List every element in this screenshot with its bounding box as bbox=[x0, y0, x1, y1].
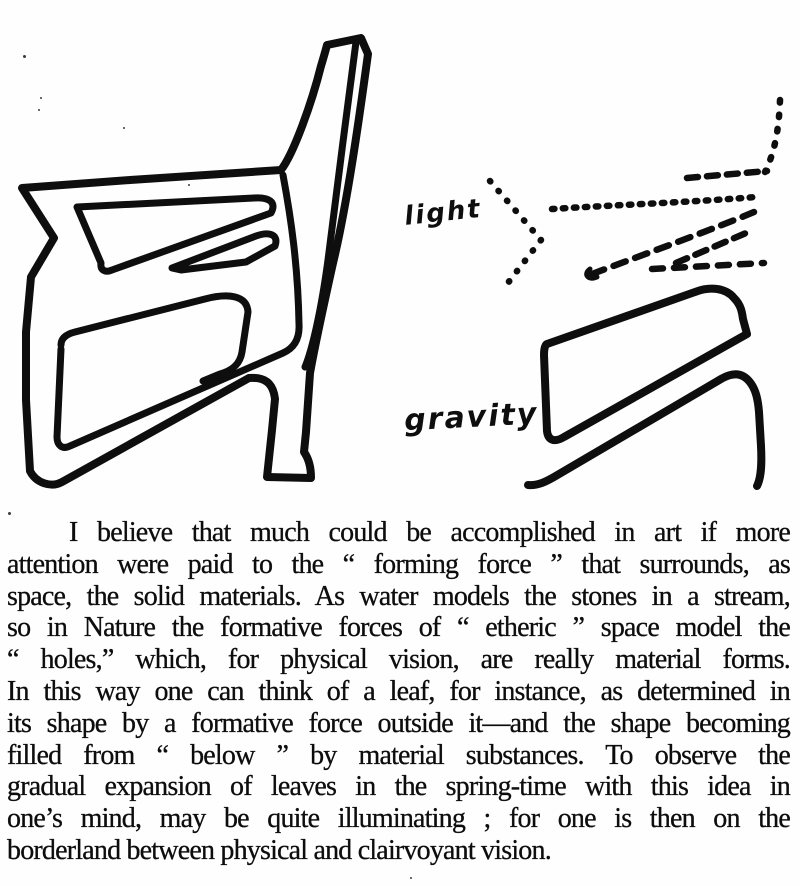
paragraph-line: “ holes,” which, for physical vision, are really material forms. bbox=[7, 644, 790, 676]
scan-speck bbox=[38, 109, 40, 111]
paragraph-line: space, the solid materials. As water models the stones in a stream, bbox=[7, 580, 790, 612]
scan-speck bbox=[410, 877, 412, 879]
paragraph-line: its shape by a formative force outside it—and the shape becoming bbox=[7, 707, 790, 739]
body-paragraph bbox=[7, 517, 790, 867]
paragraph-line: borderland between physical and clairvoyant vision. bbox=[7, 834, 551, 866]
dotted-arm-line bbox=[552, 197, 756, 209]
scan-speck bbox=[23, 55, 26, 58]
paragraph-line: one’s mind, may be quite illuminating ; for one is then on the bbox=[7, 803, 790, 835]
paragraph-line: filled from “ below ” by material substances. To observe the bbox=[7, 739, 790, 771]
dotted-backpost-curve bbox=[765, 100, 780, 172]
light-label: light bbox=[403, 193, 484, 232]
scan-speck bbox=[188, 184, 190, 186]
gravity-label: gravity bbox=[403, 396, 540, 439]
solid-seat-hole-path bbox=[544, 289, 747, 440]
chair-solid-drawing bbox=[0, 0, 400, 512]
dashed-top-right-line bbox=[687, 171, 767, 178]
dashed-small-triangle-bottom bbox=[652, 263, 764, 269]
paragraph-line: so in Nature the formative forces of “ etheric ” space model the bbox=[7, 612, 790, 644]
scan-speck bbox=[123, 127, 125, 129]
chair-seat-hole-path bbox=[61, 296, 248, 381]
paragraph-line: In this way one can think of a leaf, for instance, as determined in bbox=[7, 675, 790, 707]
scan-speck bbox=[8, 512, 11, 515]
chair-forces-drawing bbox=[390, 80, 800, 515]
paragraph-line: gradual expansion of leaves in the spring-time with this idea in bbox=[7, 771, 790, 803]
paragraph-line: attention were paid to the “ forming force ” that surrounds, as bbox=[7, 548, 790, 580]
paragraph-line: I believe that much could be accomplished in art if more bbox=[69, 517, 790, 548]
scan-speck bbox=[40, 97, 42, 99]
dotted-zigzag-line bbox=[490, 181, 541, 288]
